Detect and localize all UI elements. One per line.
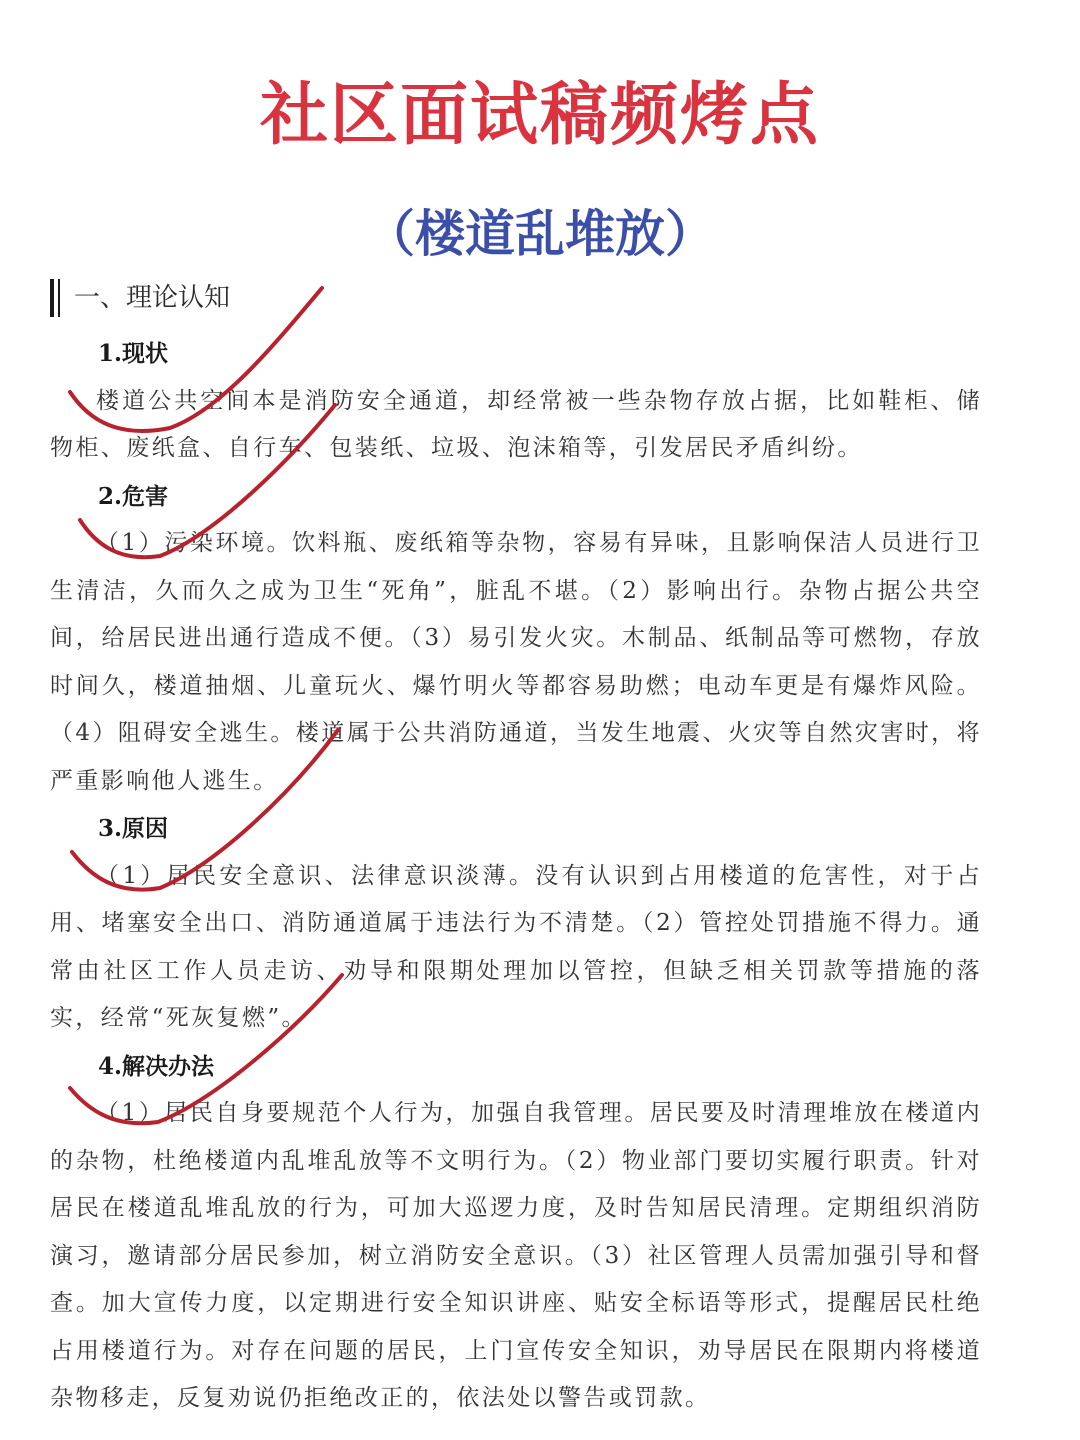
item-text: （1）居民安全意识、法律意识淡薄。没有认识到占用楼道的危害性，对于占用、堵塞安全出口、消防通道属于违法行为不清楚。（2）管控处罚措施不得力。通常由社区工作人员走访、劝导和限期处理加以管控，但缺乏相关罚款等措施的落实，经常“死灰复燃”。 — [50, 862, 982, 1031]
document-subtitle: （楼道乱堆放） — [365, 205, 715, 263]
item-text: （1）居民自身要规范个人行为，加强自我管理。居民要及时清理堆放在楼道内的杂物，杜绝楼道内乱堆乱放等不文明行为。（2）物业部门要切实履行职责。针对居民在楼道乱堆乱放的行为，可加大巡逻力度，及时告知居民清理。定期组织消防演习，邀请部分居民参加，树立消防安全意识。（3）社区管理人员需加强引导和督查。加大宣传力度，以定期进行安全知识讲座、贴安全标语等形式，提醒居民杜绝占用楼道行为。对存在问题的居民，上门宣传安全知识，劝导居民在限期内将楼道杂物移走，反复劝说仍拒绝改正的，依法处以警告或罚款。 — [50, 1100, 982, 1411]
item-cause — [50, 805, 982, 1043]
section-heading-text: 一、理论认知 — [74, 283, 231, 313]
item-harm — [50, 473, 982, 806]
item-text: 楼道公共空间本是消防安全通道，却经常被一些杂物存放占据，比如鞋柜、储物柜、废纸盒、自行车、包装纸、垃圾、泡沫箱等，引发居民矛盾纠纷。 — [50, 387, 982, 461]
item-title: 4.解决办法 — [98, 1052, 215, 1080]
double-bar-icon — [50, 279, 60, 317]
item-text: （1）污染环境。饮料瓶、废纸箱等杂物，容易有异味，且影响保洁人员进行卫生清洁，久而久之成为卫生“死角”，脏乱不堪。（2）影响出行。杂物占据公共空间，给居民进出通行造成不便。（3）易引发火灾。木制品、纸制品等可燃物，存放时间久，楼道抽烟、儿童玩火、爆竹明火等都容易助燃；电动车更是有爆炸风险。（4）阻碍安全逃生。楼道属于公共消防通道，当发生地震、火灾等自然灾害时，将严重影响他人逃生。 — [50, 530, 982, 794]
item-title: 2.危害 — [98, 482, 169, 510]
item-title: 3.原因 — [98, 815, 169, 842]
document-body — [50, 330, 982, 1423]
item-status — [50, 330, 982, 473]
section-heading — [50, 276, 230, 320]
document-title: 社区面试稿频烤点 — [259, 76, 820, 155]
item-solution — [50, 1043, 982, 1423]
item-title: 1.现状 — [98, 340, 169, 367]
